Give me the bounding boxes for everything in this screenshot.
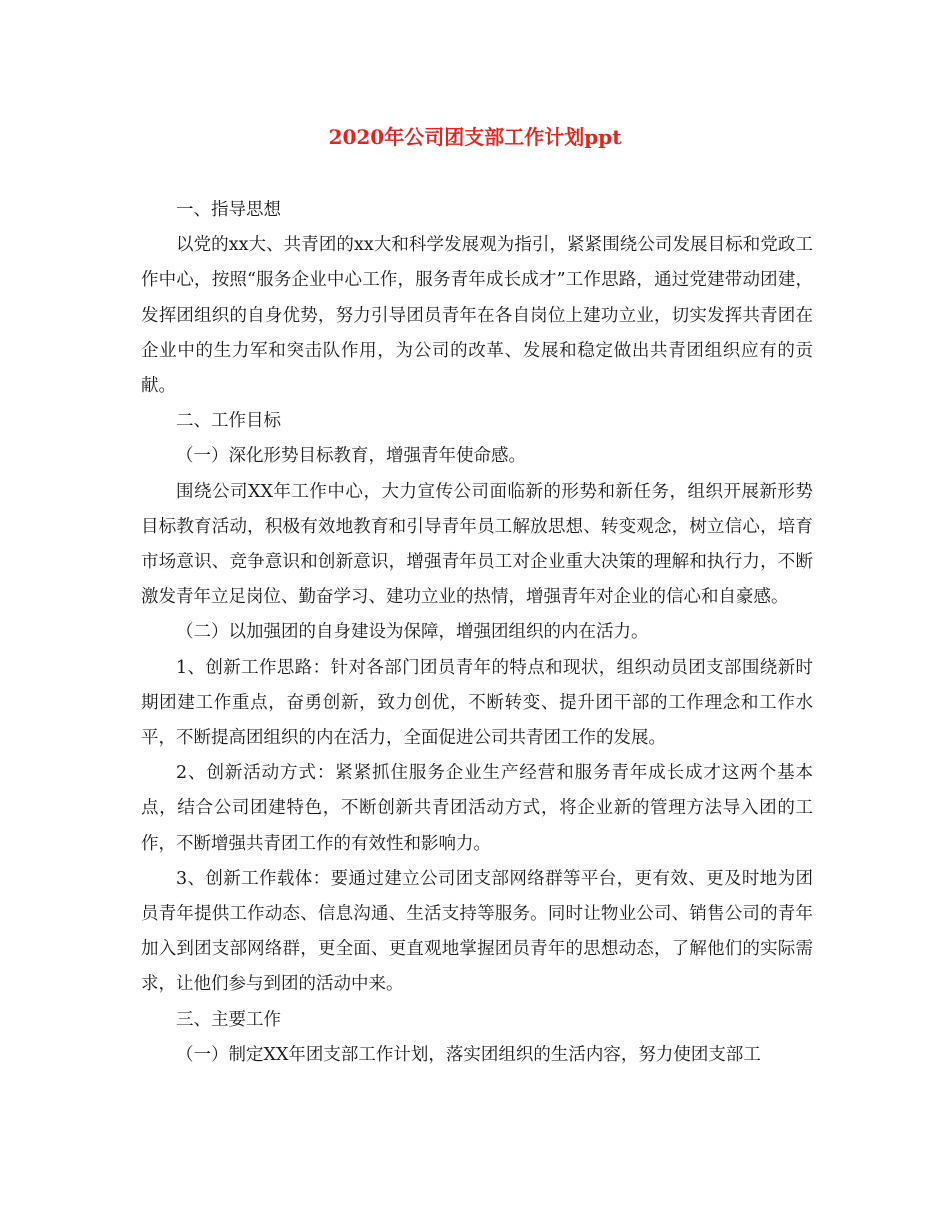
- paragraph: 2、创新活动方式：紧紧抓住服务企业生产经营和服务青年成长成才这两个基本点，结合公司团建特色，不断创新共青团活动方式，将企业新的管理方法导入团的工作，不断增强共青团工作的有效性和影响力。: [141, 763, 813, 854]
- paragraph: 以党的xx大、共青团的xx大和科学发展观为指引，紧紧围绕公司发展目标和党政工作中心，按照“服务企业中心工作，服务青年成长成才”工作思路，通过党建带动团建，发挥团组织的自身优势，努力引导团员青年在各自岗位上建功立业，切实发挥共青团在企业中的生力军和突击队作用，为公司的改革、发展和稳定做出共青团组织应有的贡献。: [141, 235, 813, 397]
- paragraph: 围绕公司XX年工作中心，大力宣传公司面临新的形势和新任务，组织开展新形势目标教育活动，积极有效地教育和引导青年员工解放思想、转变观念，树立信心，培育市场意识、竞争意识和创新意识，增强青年员工对企业重大决策的理解和执行力，不断激发青年立足岗位、勤奋学习、建功立业的热情，增强青年对企业的信心和自豪感。: [141, 481, 813, 608]
- subheading: （一）制定XX年团支部工作计划，落实团组织的生活内容，努力使团支部工: [176, 1044, 761, 1065]
- paragraph: 1、创新工作思路：针对各部门团员青年的特点和现状，组织动员团支部围绕新时期团建工作重点，奋勇创新，致力创优，不断转变、提升团干部的工作理念和工作水平，不断提高团组织的内在活力，全面促进公司共青团工作的发展。: [141, 657, 813, 749]
- paragraph: 3、创新工作载体：要通过建立公司团支部网络群等平台，更有效、更及时地为团员青年提供工作动态、信息沟通、生活支持等服务。同时让物业公司、销售公司的青年加入到团支部网络群，更全面、更直观地掌握团员青年的思想动态，了解他们的实际需求，让他们参与到团的活动中来。: [141, 868, 813, 995]
- subheading: （一）深化形势目标教育，增强青年使命感。: [176, 446, 526, 467]
- heading-guiding-ideology: 一、指导思想: [176, 200, 281, 220]
- document-body: [141, 193, 813, 1073]
- heading-work-goals: 二、工作目标: [176, 411, 281, 432]
- heading-main-work: 三、主要工作: [176, 1009, 281, 1030]
- document-title: 2020年公司团支部工作计划ppt: [328, 125, 622, 149]
- subheading: （二）以加强团的自身建设为保障，增强团组织的内在活力。: [176, 622, 649, 643]
